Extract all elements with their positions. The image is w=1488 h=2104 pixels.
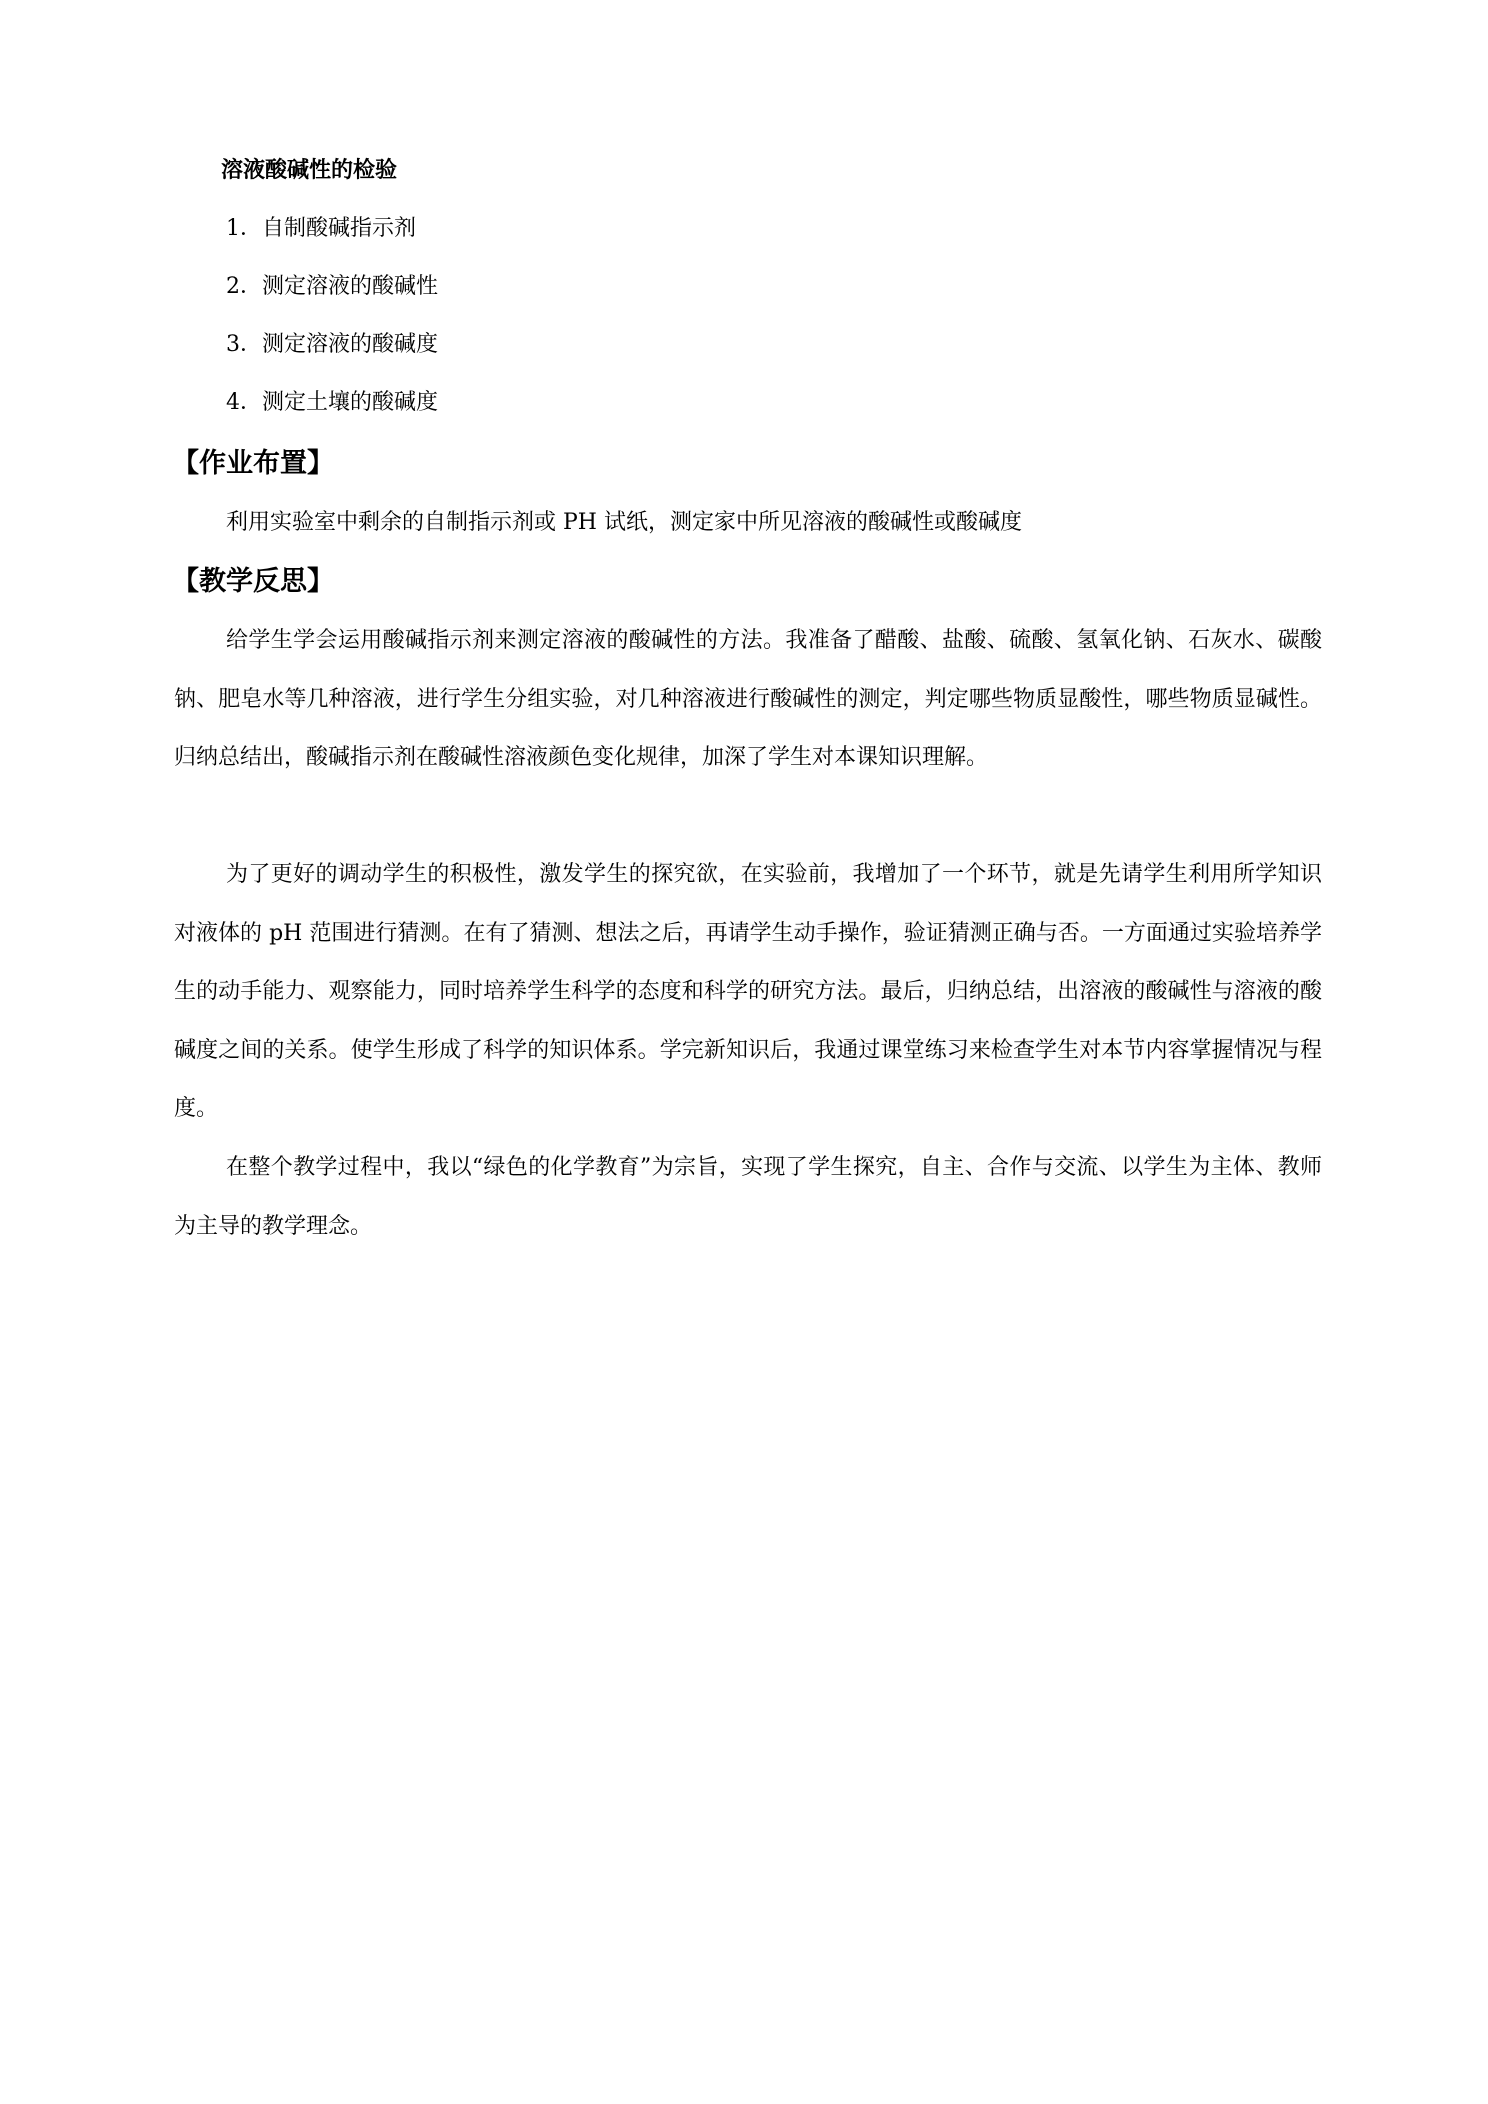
list-item: 4．测定土壤的酸碱度 xyxy=(226,390,438,415)
subsection-title: 溶液酸碱性的检验 xyxy=(221,158,398,183)
reflection-paragraph-3: 在整个教学过程中，我以“绿色的化学教育”为宗旨，实现了学生探究，自主、合作与交流、以学生为主体、教师为主导的教学理念。 xyxy=(174,1155,1322,1239)
homework-heading: 【作业布置】 xyxy=(172,448,334,479)
list-item: 3．测定溶液的酸碱度 xyxy=(226,332,438,357)
reflection-heading: 【教学反思】 xyxy=(172,566,334,597)
homework-text: 利用实验室中剩余的自制指示剂或 PH 试纸，测定家中所见溶液的酸碱性或酸碱度 xyxy=(226,510,1022,535)
list-item: 2．测定溶液的酸碱性 xyxy=(226,274,438,299)
reflection-paragraph-1: 给学生学会运用酸碱指示剂来测定溶液的酸碱性的方法。我准备了醋酸、盐酸、硫酸、氢氧化钠、石灰水、碳酸钠、肥皂水等几种溶液，进行学生分组实验，对几种溶液进行酸碱性的测定，判定哪些物质显酸性，哪些物质显碱性。归纳总结出，酸碱指示剂在酸碱性溶液颜色变化规律，加深了学生对本课知识理解。 xyxy=(174,628,1322,770)
reflection-paragraph-2: 为了更好的调动学生的积极性，激发学生的探究欲，在实验前，我增加了一个环节，就是先请学生利用所学知识对液体的 pH 范围进行猜测。在有了猜测、想法之后，再请学生动手操作，验证猜测正确与否。一方面通过实验培养学生的动手能力、观察能力，同时培养学生科学的态度和科学的研究方法。最后，归纳总结，出溶液的酸碱性与溶液的酸碱度之间的关系。使学生形成了科学的知识体系。学完新知识后，我通过课堂练习来检查学生对本节内容掌握情况与程度。 xyxy=(174,862,1322,1121)
list-item: 1．自制酸碱指示剂 xyxy=(226,216,416,241)
